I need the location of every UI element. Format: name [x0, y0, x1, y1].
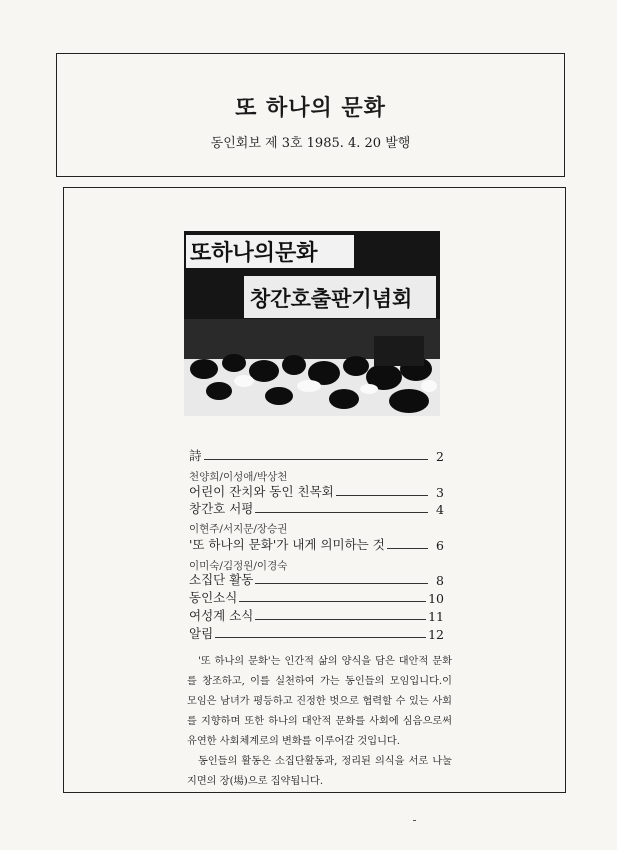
toc-item [189, 482, 444, 500]
toc-item-title: 동인소식 [189, 590, 238, 605]
toc-item [189, 535, 444, 553]
toc-item [189, 588, 444, 606]
toc-item-page: 12 [428, 627, 444, 642]
toc-item-page: 8 [436, 573, 444, 588]
banner-line1-text: 또하나의문화 [190, 241, 318, 266]
toc-item-authors: 이현주/서지문/장승권 [189, 523, 288, 535]
toc-item-page: 2 [436, 449, 444, 464]
toc-item-title: 소집단 활동 [189, 572, 254, 587]
toc-leader [387, 548, 428, 549]
scan-speck [413, 820, 416, 821]
toc-leader [215, 637, 426, 638]
toc-leader [336, 495, 428, 496]
toc-item [189, 570, 444, 588]
toc-leader [255, 512, 428, 513]
toc-leader [255, 583, 428, 584]
page-title: 또 하나의 문화 [235, 96, 386, 121]
toc-item-title: 여성계 소식 [189, 608, 254, 623]
toc-leader [204, 459, 428, 460]
toc-item-title: '또 하나의 문화'가 내게 의미하는 것 [189, 537, 385, 552]
description-paragraph: '또 하나의 문화'는 인간적 삶의 양식을 담은 대안적 문화를 창조하고, 이를 실천하여 가는 동인들의 모임입니다.이 모임은 남녀가 평등하고 진정한 벗으로 협력할 수 있는 사회를 지향하며 또한 하나의 대안적 문화를 사회에 심음으로써 유연한 사회체계로의 변화를 이루어갈 것입니다. [187, 656, 452, 747]
toc-item-title: 알림 [189, 626, 214, 641]
toc-item-authors: 이미숙/김정원/이경숙 [189, 560, 288, 572]
header-box [56, 53, 565, 177]
toc-item-title: 詩 [189, 448, 202, 463]
toc-item-page: 3 [436, 485, 444, 500]
toc-leader [239, 601, 426, 602]
issue-line: 동인회보 제 3호 1985. 4. 20 발행 [210, 136, 411, 151]
toc-item-page: 11 [428, 609, 444, 624]
main-box [63, 187, 566, 793]
description-block [187, 652, 452, 792]
toc-item [189, 499, 444, 517]
toc-item-title: 창간호 서평 [189, 501, 254, 516]
toc-item [189, 606, 444, 624]
toc-item [189, 624, 444, 642]
toc-item-page: 4 [436, 502, 444, 517]
description-paragraph: 동인들의 활동은 소집단활동과, 정리된 의식을 서로 나눌 지면의 장(場)으로 집약됩니다. [187, 756, 452, 787]
banner-line2-text: 창간호출판기념회 [250, 287, 413, 311]
toc-item-authors: 천양희/이성애/박상천 [189, 471, 288, 483]
toc-leader [255, 619, 426, 620]
toc-item-title: 어린이 잔치와 동인 친목회 [189, 484, 334, 499]
toc-item-page: 6 [436, 538, 444, 553]
toc-item-page: 10 [428, 591, 444, 606]
toc-item [189, 446, 444, 464]
